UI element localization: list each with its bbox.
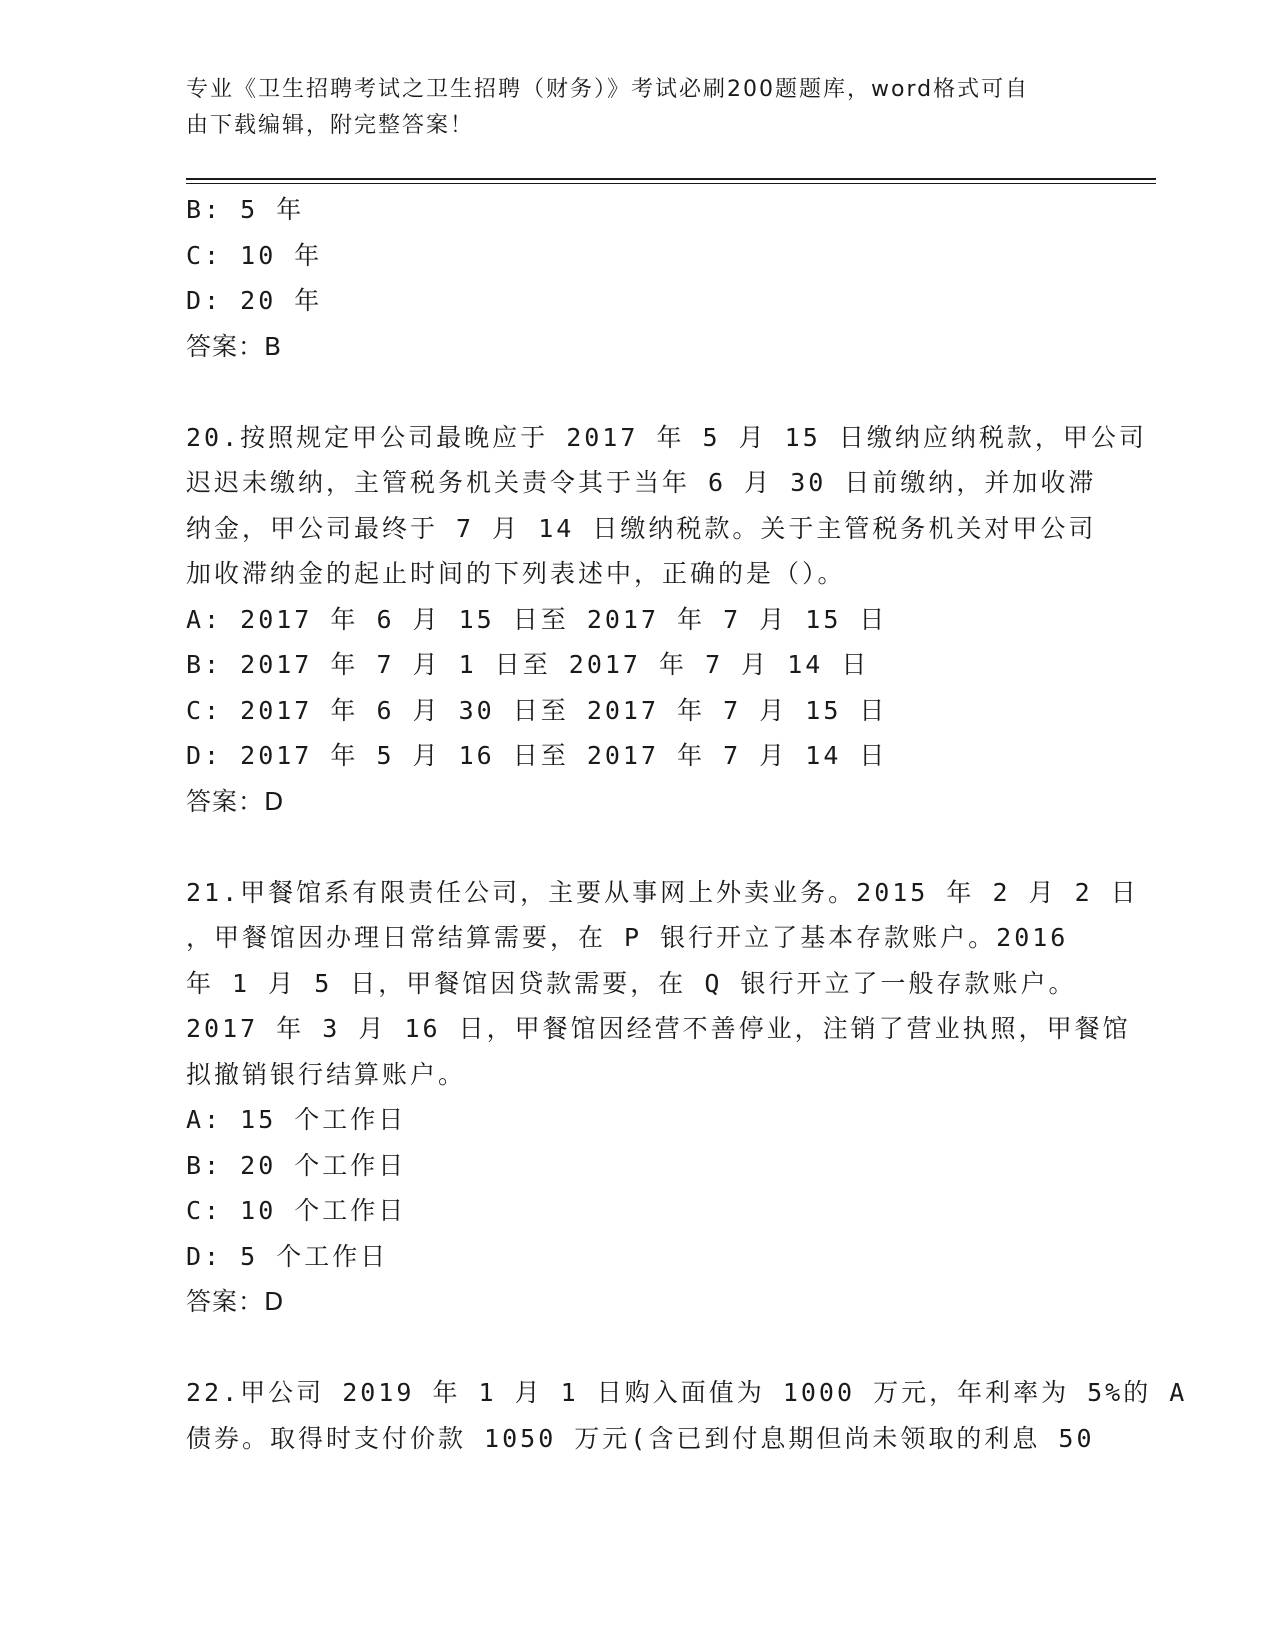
- q19-option-d: D: 20 年: [186, 286, 323, 315]
- q19-option-b: B: 5 年: [186, 195, 305, 224]
- q21-answer: 答案：D: [186, 1287, 285, 1316]
- q21-option-a: A: 15 个工作日: [186, 1105, 407, 1134]
- question-22: [186, 1370, 1188, 1461]
- header-line-1: 专业《卫生招聘考试之卫生招聘（财务）》考试必刷200题题库，word格式可自: [186, 77, 1030, 102]
- spacer: [186, 369, 1086, 415]
- q21-option-b: B: 20 个工作日: [186, 1150, 407, 1180]
- spacer: [186, 1325, 1086, 1371]
- q22-stem-line: 22.甲公司 2019 年 1 月 1 日购入面值为 1000 万元，年利率为 5%的 A: [186, 1378, 1188, 1407]
- q21-stem-line: 拟撤销银行结算账户。: [186, 1059, 467, 1089]
- header-divider-thin: [186, 183, 1156, 184]
- q21-stem-line: 年 1 月 5 日，甲餐馆因贷款需要，在 Q 银行开立了一般存款账户。: [186, 968, 1077, 998]
- q20-stem-line: 加收滞纳金的起止时间的下列表述中，正确的是（）。: [186, 559, 846, 588]
- q20-stem-line: 纳金，甲公司最终于 7 月 14 日缴纳税款。关于主管税务机关对甲公司: [186, 513, 1097, 543]
- header-line-2: 由下载编辑，附完整答案！: [186, 113, 475, 138]
- q20-option-a: A: 2017 年 6 月 15 日至 2017 年 7 月 15 日: [186, 604, 888, 634]
- q20-option-c: C: 2017 年 6 月 30 日至 2017 年 7 月 15 日: [186, 695, 888, 725]
- q21-option-c: C: 10 个工作日: [186, 1196, 407, 1225]
- q20-stem-line: 迟迟未缴纳，主管税务机关责令其于当年 6 月 30 日前缴纳，并加收滞: [186, 468, 1097, 497]
- q21-stem-line: ，甲餐馆因办理日常结算需要，在 P 银行开立了基本存款账户。2016: [186, 923, 1069, 952]
- question-19-tail: [186, 187, 1086, 369]
- q20-option-b: B: 2017 年 7 月 1 日至 2017 年 7 月 14 日: [186, 650, 870, 679]
- header-divider-thick: [186, 178, 1156, 180]
- q19-answer: 答案：B: [186, 331, 283, 361]
- q21-stem-line: 21.甲餐馆系有限责任公司，主要从事网上外卖业务。2015 年 2 月 2 日: [186, 877, 1139, 907]
- q20-option-d: D: 2017 年 5 月 16 日至 2017 年 7 月 14 日: [186, 741, 888, 770]
- question-21: [186, 870, 1139, 1325]
- q21-option-d: D: 5 个工作日: [186, 1241, 389, 1271]
- q22-stem-line: 债券。取得时支付价款 1050 万元(含已到付息期但尚未领取的利息 50: [186, 1423, 1095, 1453]
- spacer: [186, 824, 1086, 870]
- document-header: [186, 72, 1086, 144]
- q20-answer: 答案：D: [186, 786, 285, 816]
- q19-option-c: C: 10 年: [186, 240, 323, 270]
- q21-stem-line: 2017 年 3 月 16 日，甲餐馆因经营不善停业，注销了营业执照，甲餐馆: [186, 1014, 1131, 1043]
- document-body: [186, 187, 1188, 1461]
- q20-stem-line: 20.按照规定甲公司最晚应于 2017 年 5 月 15 日缴纳应纳税款，甲公司: [186, 422, 1147, 452]
- question-20: [186, 415, 1147, 825]
